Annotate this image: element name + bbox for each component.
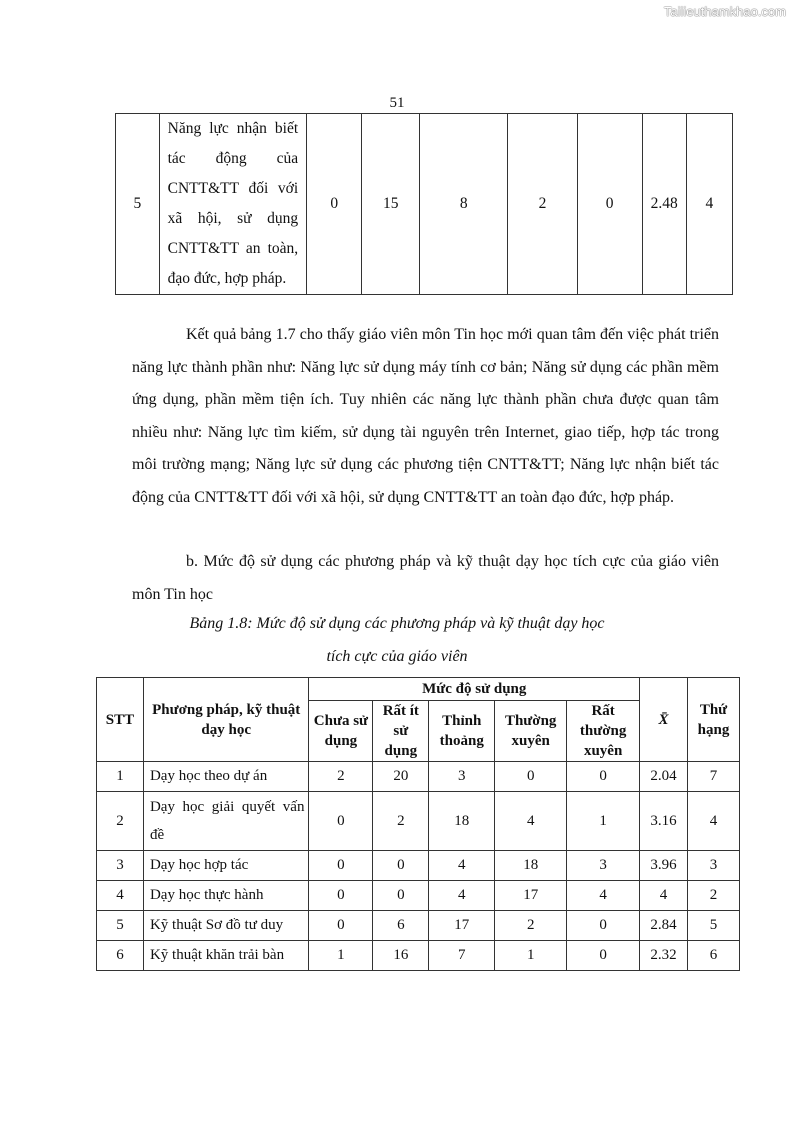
cell-rank: 4 bbox=[688, 792, 740, 851]
criteria-table-continued bbox=[115, 113, 733, 295]
cell-rank: 4 bbox=[686, 114, 732, 295]
cell: 0 bbox=[373, 851, 429, 881]
table-row bbox=[97, 851, 740, 881]
cell: 0 bbox=[309, 851, 373, 881]
cell: 8 bbox=[420, 114, 508, 295]
table-row bbox=[97, 941, 740, 971]
cell-rank: 5 bbox=[688, 911, 740, 941]
cell: 1 bbox=[567, 792, 640, 851]
cell-rank: 2 bbox=[688, 881, 740, 911]
row-stt: 1 bbox=[97, 762, 144, 792]
cell: 0 bbox=[309, 881, 373, 911]
cell: 2 bbox=[309, 762, 373, 792]
header-level-often: Thường xuyên bbox=[495, 701, 567, 762]
cell: 4 bbox=[429, 851, 495, 881]
cell: 16 bbox=[373, 941, 429, 971]
cell-rank: 7 bbox=[688, 762, 740, 792]
cell: 0 bbox=[309, 911, 373, 941]
cell: 15 bbox=[362, 114, 420, 295]
cell-mean: 4 bbox=[640, 881, 688, 911]
cell-mean: 3.96 bbox=[640, 851, 688, 881]
watermark: Tailieuthamkhao.com bbox=[663, 4, 786, 19]
cell: 3 bbox=[429, 762, 495, 792]
row-stt: 5 bbox=[97, 911, 144, 941]
cell-mean: 2.84 bbox=[640, 911, 688, 941]
table-row bbox=[97, 792, 740, 851]
row-name: Dạy học theo dự án bbox=[143, 762, 309, 792]
row-name: Năng lực nhận biết tác động của CNTT&TT đối với xã hội, sử dụng CNTT&TT an toàn, đạo đức, hợp pháp. bbox=[159, 114, 307, 295]
cell: 18 bbox=[495, 851, 567, 881]
cell: 2 bbox=[373, 792, 429, 851]
table-row bbox=[97, 881, 740, 911]
header-level-rarely: Rất ít sử dụng bbox=[373, 701, 429, 762]
header-stt: STT bbox=[97, 678, 144, 762]
row-stt: 3 bbox=[97, 851, 144, 881]
cell: 0 bbox=[373, 881, 429, 911]
header-level-sometimes: Thỉnh thoảng bbox=[429, 701, 495, 762]
cell: 6 bbox=[373, 911, 429, 941]
cell-mean: 2.32 bbox=[640, 941, 688, 971]
cell: 0 bbox=[577, 114, 642, 295]
header-rank: Thứ hạng bbox=[688, 678, 740, 762]
cell: 7 bbox=[429, 941, 495, 971]
row-stt: 2 bbox=[97, 792, 144, 851]
row-stt: 4 bbox=[97, 881, 144, 911]
cell-mean: 2.04 bbox=[640, 762, 688, 792]
cell: 0 bbox=[567, 911, 640, 941]
cell: 0 bbox=[309, 792, 373, 851]
cell: 17 bbox=[429, 911, 495, 941]
row-name: Kỹ thuật Sơ đồ tư duy bbox=[143, 911, 309, 941]
cell: 20 bbox=[373, 762, 429, 792]
cell: 17 bbox=[495, 881, 567, 911]
cell: 1 bbox=[495, 941, 567, 971]
table-caption-line1: Bảng 1.8: Mức độ sử dụng các phương pháp và kỹ thuật dạy học bbox=[189, 615, 605, 632]
cell-mean: 2.48 bbox=[642, 114, 686, 295]
cell: 3 bbox=[567, 851, 640, 881]
cell: 2 bbox=[495, 911, 567, 941]
cell: 0 bbox=[495, 762, 567, 792]
row-name: Dạy học giải quyết vấn đề bbox=[143, 792, 309, 851]
row-stt: 6 bbox=[97, 941, 144, 971]
cell: 0 bbox=[567, 762, 640, 792]
cell-rank: 6 bbox=[688, 941, 740, 971]
cell-mean: 3.16 bbox=[640, 792, 688, 851]
row-stt: 5 bbox=[116, 114, 160, 295]
row-name: Kỹ thuật khăn trải bàn bbox=[143, 941, 309, 971]
table-row bbox=[97, 762, 740, 792]
table-row bbox=[116, 114, 733, 295]
header-level-very-often: Rất thường xuyên bbox=[567, 701, 640, 762]
cell: 0 bbox=[307, 114, 362, 295]
cell: 1 bbox=[309, 941, 373, 971]
header-mean: X̄ bbox=[640, 678, 688, 762]
cell: 4 bbox=[495, 792, 567, 851]
row-name: Dạy học thực hành bbox=[143, 881, 309, 911]
cell: 0 bbox=[567, 941, 640, 971]
cell: 18 bbox=[429, 792, 495, 851]
table-caption-line2: tích cực của giáo viên bbox=[326, 648, 468, 665]
header-method: Phương pháp, kỹ thuật dạy học bbox=[143, 678, 309, 762]
header-level-group: Mức độ sử dụng bbox=[309, 678, 640, 701]
header-row bbox=[97, 678, 740, 701]
paragraph-section-b: b. Mức độ sử dụng các phương pháp và kỹ thuật dạy học tích cực của giáo viên môn Tin học bbox=[132, 553, 719, 603]
cell: 2 bbox=[508, 114, 577, 295]
cell: 4 bbox=[429, 881, 495, 911]
table-row bbox=[97, 911, 740, 941]
header-level-never: Chưa sử dụng bbox=[309, 701, 373, 762]
paragraph-results: Kết quả bảng 1.7 cho thấy giáo viên môn Tin học mới quan tâm đến việc phát triển năng lực thành phần như: Năng lực sử dụng máy tính cơ bản; Năng sử dụng các phần mềm ứng dụng, phần mềm tiện ích. Tuy nhiên các năng lực thành phần chưa được quan tâm nhiều như: Năng lực tìm kiếm, sử dụng tài nguyên trên Internet, giao tiếp, hợp tác trong môi trường mạng; Năng lực sử dụng các phương tiện CNTT&TT; Năng lực nhận biết tác động của CNTT&TT đối với xã hội, sử dụng CNTT&TT an toàn đạo đức, hợp pháp. bbox=[132, 326, 719, 506]
page-number: 51 bbox=[389, 95, 405, 111]
cell-rank: 3 bbox=[688, 851, 740, 881]
methods-usage-table bbox=[96, 677, 740, 971]
cell: 4 bbox=[567, 881, 640, 911]
row-name: Dạy học hợp tác bbox=[143, 851, 309, 881]
